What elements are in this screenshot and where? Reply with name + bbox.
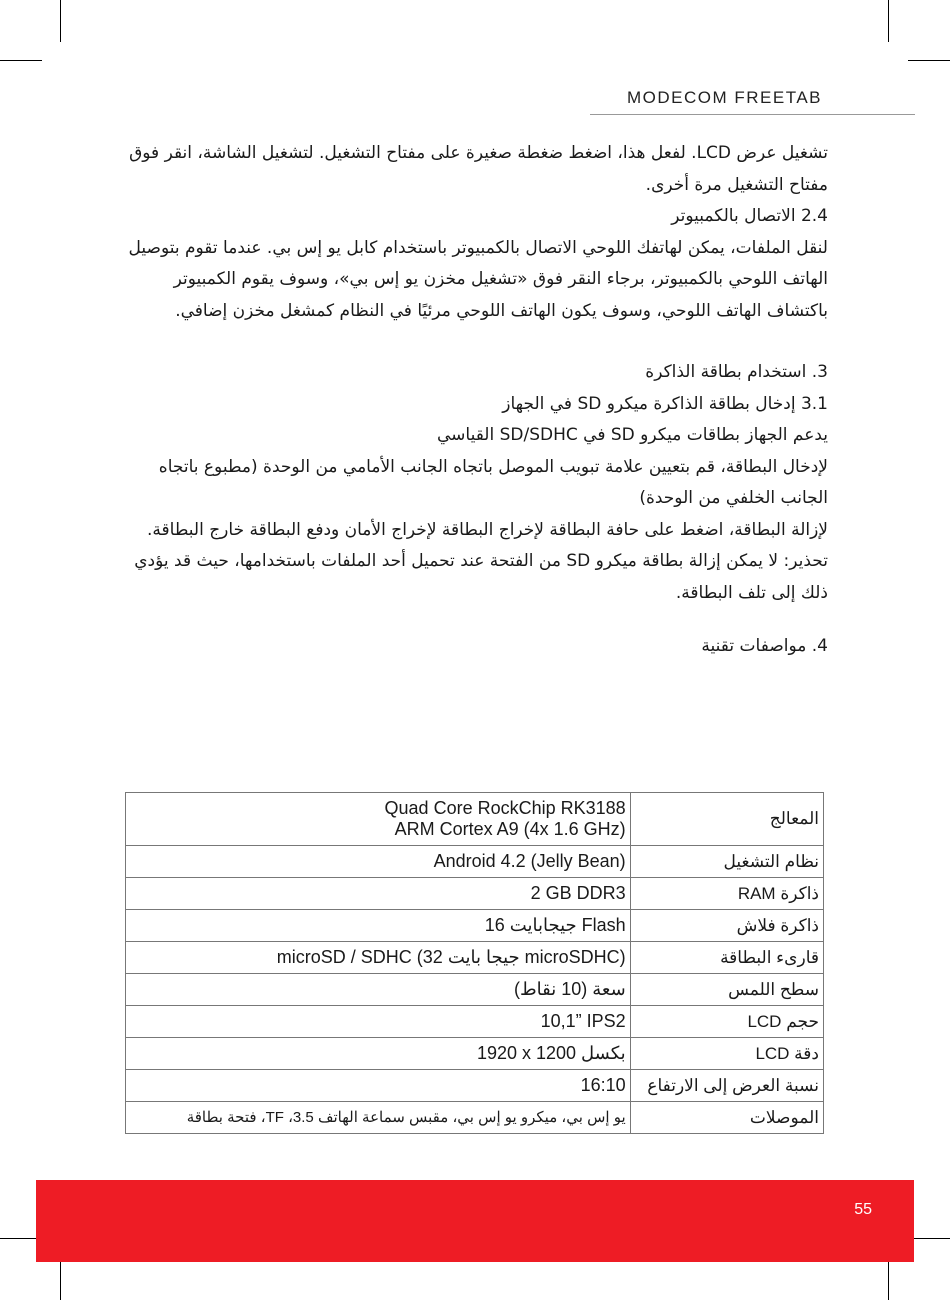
paragraph: يدعم الجهاز بطاقات ميكرو SD في SD/SDHC القياسي <box>436 425 828 445</box>
spec-value: سعة (10 نقاط) <box>126 974 631 1006</box>
warning-paragraph: تحذير: لا يمكن إزالة بطاقة ميكرو SD من الفتحة عند تحميل أحد الملفات باستخدامها، حيث قد يؤدي ذلك إلى تلف البطاقة. <box>134 551 828 603</box>
section-heading: 2.4 الاتصال بالكمبيوتر <box>671 206 828 226</box>
spec-label: الموصلات <box>630 1102 823 1134</box>
crop-mark <box>60 1258 61 1300</box>
spec-label: ذاكرة RAM <box>630 878 823 910</box>
table-row <box>126 846 824 878</box>
spec-value: 2 GB DDR3 <box>126 878 631 910</box>
crop-mark <box>60 0 61 42</box>
section-heading: 3.1 إدخال بطاقة الذاكرة ميكرو SD في الجهاز <box>502 393 828 414</box>
crop-mark <box>908 60 950 61</box>
spec-label: المعالج <box>630 793 823 846</box>
spec-value-line: Quad Core RockChip RK3188 <box>384 798 626 818</box>
spec-label: نسبة العرض إلى الارتفاع <box>630 1070 823 1102</box>
spec-label: سطح اللمس <box>630 974 823 1006</box>
paragraph: لإدخال البطاقة، قم بتعيين علامة تبويب الموصل باتجاه الجانب الأمامي من الوحدة (مطبوع باتجاه الجانب الخلفي من الوحدة) <box>158 456 828 508</box>
paragraph: تشغيل عرض LCD. لفعل هذا، اضغط ضغطة صغيرة على مفتاح التشغيل. لتشغيل الشاشة، انقر فوق مفتاح التشغيل مرة أخرى. <box>129 143 828 195</box>
table-row <box>126 942 824 974</box>
spec-value: 1920 x 1200 بكسل <box>126 1038 631 1070</box>
header-rule <box>590 114 915 115</box>
specs-table <box>125 792 824 1134</box>
running-header: MODECOM FREETAB <box>626 88 822 107</box>
spec-value: 16:10 <box>126 1070 631 1102</box>
spec-value: Android 4.2 (Jelly Bean) <box>126 846 631 878</box>
spec-value <box>126 793 631 846</box>
spec-value: 16 جيجابايت Flash <box>126 910 631 942</box>
spec-value: microSD / SDHC (32 جيجا بايت microSDHC) <box>126 942 631 974</box>
spec-label: دقة LCD <box>630 1038 823 1070</box>
table-row <box>126 910 824 942</box>
table-row <box>126 1038 824 1070</box>
paragraph: لنقل الملفات، يمكن لهاتفك اللوحي الاتصال بالكمبيوتر باستخدام كابل يو إس بي. عندما تقوم بتوصيل الهاتف اللوحي بالكمبيوتر، برجاء النقر فوق «تشغيل مخزن يو إس بي»، وسوف يقوم الكمبيوتر باكتشاف الهاتف اللوحي، وسوف يكون الهاتف اللوحي مرئيًا في النظام كمشغل مخزن إضافي. <box>128 237 828 321</box>
section-heading: 3. استخدام بطاقة الذاكرة <box>645 362 828 382</box>
spec-value-line: ARM Cortex A9 (4x 1.6 GHz) <box>394 819 626 839</box>
crop-mark <box>0 60 42 61</box>
footer-bar <box>36 1180 914 1262</box>
spec-value: يو إس بي، ميكرو يو إس بي، مقبس سماعة الهاتف 3.5، TF، فتحة بطاقة <box>126 1102 631 1134</box>
body-text <box>128 138 828 663</box>
spec-value: 10,1” IPS2 <box>126 1006 631 1038</box>
crop-mark <box>888 1258 889 1300</box>
spec-label: قارىء البطاقة <box>630 942 823 974</box>
spec-label: حجم LCD <box>630 1006 823 1038</box>
crop-mark <box>888 0 889 42</box>
table-row <box>126 878 824 910</box>
paragraph: لإزالة البطاقة، اضغط على حافة البطاقة لإخراج البطاقة لإخراج الأمان ودفع البطاقة خارج البطاقة. <box>147 519 828 540</box>
spec-label: نظام التشغيل <box>630 846 823 878</box>
crop-mark <box>908 1238 950 1239</box>
page-number: 55 <box>854 1201 872 1218</box>
table-row <box>126 1070 824 1102</box>
table-row <box>126 1006 824 1038</box>
spec-label: ذاكرة فلاش <box>630 910 823 942</box>
table-row <box>126 974 824 1006</box>
table-row <box>126 793 824 846</box>
table-row <box>126 1102 824 1134</box>
section-heading: 4. مواصفات تقنية <box>701 636 828 656</box>
